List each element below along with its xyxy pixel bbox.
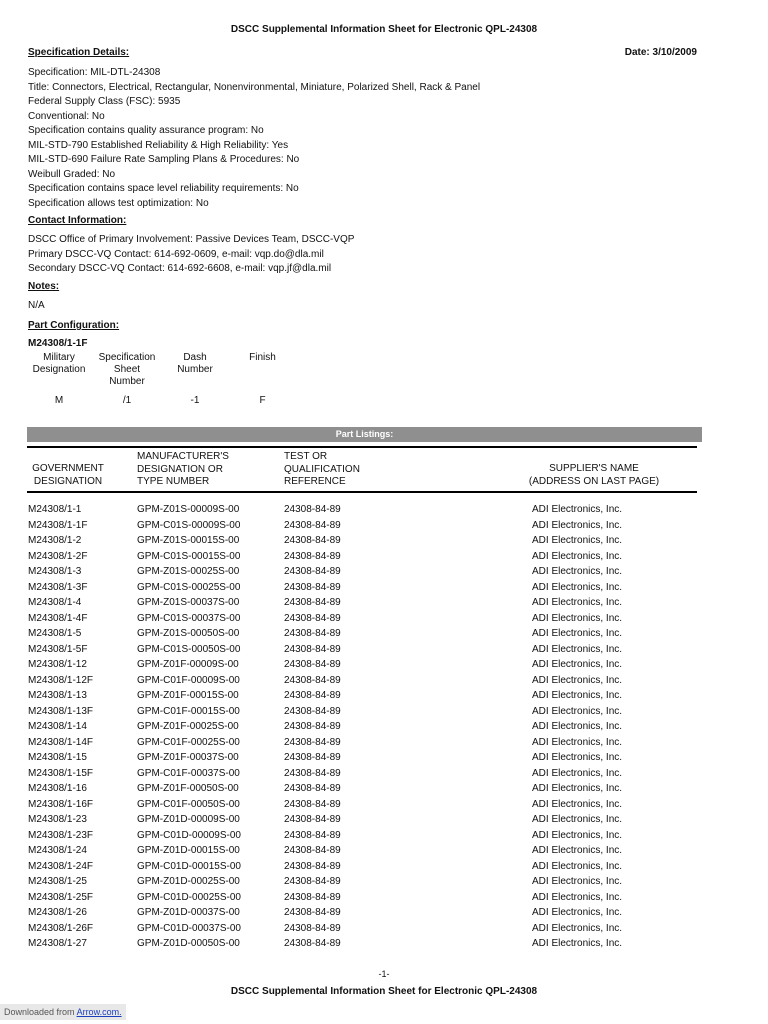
config-label-dash: Dash Number [177,352,213,375]
table-row [0,876,768,892]
document-date: Date: 3/10/2009 [624,47,697,58]
test-reference-cell: 24308-84-89 [284,535,341,546]
gov-designation-cell: M24308/1-5F [28,643,88,655]
table-row [0,613,768,629]
supplier-name-cell: ADI Electronics, Inc. [532,581,623,593]
mfr-designation-cell: GPM-Z01F-00050S-00 [137,783,239,794]
mfr-designation-cell: GPM-Z01D-00025S-00 [137,876,240,887]
gov-designation-cell: M24308/1-16F [28,798,94,810]
table-row [0,520,768,536]
notes-text: N/A [28,300,45,311]
table-row [0,582,768,598]
mfr-designation-cell: GPM-Z01S-00009S-00 [137,504,240,515]
mfr-designation-cell: GPM-C01D-00025S-00 [137,891,241,903]
contact-info-line: Primary DSCC-VQ Contact: 614-692-0609, e-mail: vqp.do@dla.mil [28,248,324,260]
mfr-designation-cell: GPM-C01F-00015S-00 [137,705,240,717]
gov-designation-cell: M24308/1-27 [28,938,87,949]
header-test-reference: TEST OR QUALIFICATION REFERENCE [284,451,360,487]
gov-designation-cell: M24308/1-25 [28,876,87,887]
supplier-name-cell: ADI Electronics, Inc. [532,659,623,670]
table-row [0,783,768,799]
spec-detail-line: Specification contains space level reliability requirements: No [28,183,299,194]
arrow-link[interactable]: Arrow.com. [76,1007,122,1017]
table-row [0,892,768,908]
gov-designation-cell: M24308/1-1F [28,519,88,531]
mfr-designation-cell: GPM-Z01S-00037S-00 [137,597,240,608]
test-reference-cell: 24308-84-89 [284,860,341,872]
gov-designation-cell: M24308/1-15 [28,752,87,763]
gov-designation-cell: M24308/1-14F [28,736,94,748]
table-row [0,535,768,551]
footer-title: DSCC Supplemental Information Sheet for Electronic QPL-24308 [230,986,538,997]
table-header-rule [27,491,697,493]
supplier-name-cell: ADI Electronics, Inc. [532,845,623,856]
gov-designation-cell: M24308/1-2F [28,550,88,562]
supplier-name-cell: ADI Electronics, Inc. [532,767,623,779]
test-reference-cell: 24308-84-89 [284,550,341,562]
mfr-designation-cell: GPM-C01F-00025S-00 [137,736,240,748]
test-reference-cell: 24308-84-89 [284,783,341,794]
table-row [0,768,768,784]
table-row [0,706,768,722]
contact-info-heading: Contact Information: [28,215,127,226]
spec-detail-line: Weibull Graded: No [28,168,116,180]
gov-designation-cell: M24308/1-2 [28,535,82,546]
gov-designation-cell: M24308/1-4 [28,597,82,608]
header-government-designation: GOVERNMENT DESIGNATION [32,463,104,487]
table-row [0,938,768,954]
supplier-name-cell: ADI Electronics, Inc. [532,876,623,887]
gov-designation-cell: M24308/1-24 [28,845,87,856]
supplier-name-cell: ADI Electronics, Inc. [532,922,623,934]
mfr-designation-cell: GPM-Z01D-00050S-00 [137,938,240,949]
table-top-rule [27,446,697,448]
spec-detail-line: MIL-STD-790 Established Reliability & High Reliability: Yes [28,139,289,151]
config-label-finish: Finish [249,352,276,363]
config-part-number: M24308/1-1F [28,338,88,349]
gov-designation-cell: M24308/1-13F [28,705,94,717]
supplier-name-cell: ADI Electronics, Inc. [532,721,623,732]
spec-detail-line: Specification contains quality assurance program: No [28,125,264,136]
supplier-name-cell: ADI Electronics, Inc. [532,783,623,794]
table-row [0,721,768,737]
mfr-designation-cell: GPM-C01D-00009S-00 [137,829,241,841]
mfr-designation-cell: GPM-C01S-00009S-00 [137,519,241,531]
supplier-name-cell: ADI Electronics, Inc. [532,628,623,639]
test-reference-cell: 24308-84-89 [284,752,341,763]
gov-designation-cell: M24308/1-3F [28,581,88,593]
part-listings-bar: Part Listings: [27,427,702,442]
supplier-name-cell: ADI Electronics, Inc. [532,938,623,949]
test-reference-cell: 24308-84-89 [284,876,341,887]
mfr-designation-cell: GPM-Z01D-00015S-00 [137,845,240,856]
table-row [0,752,768,768]
mfr-designation-cell: GPM-C01F-00037S-00 [137,767,240,779]
test-reference-cell: 24308-84-89 [284,643,341,655]
test-reference-cell: 24308-84-89 [284,845,341,856]
supplier-name-cell: ADI Electronics, Inc. [532,705,623,717]
table-row [0,799,768,815]
gov-designation-cell: M24308/1-23 [28,814,87,825]
contact-info-line: DSCC Office of Primary Involvement: Passive Devices Team, DSCC-VQP [28,234,355,245]
test-reference-cell: 24308-84-89 [284,597,341,608]
table-row [0,737,768,753]
document-title: DSCC Supplemental Information Sheet for Electronic QPL-24308 [230,24,538,35]
supplier-name-cell: ADI Electronics, Inc. [532,798,623,810]
test-reference-cell: 24308-84-89 [284,829,341,841]
supplier-name-cell: ADI Electronics, Inc. [532,891,623,903]
mfr-designation-cell: GPM-C01D-00015S-00 [137,860,241,872]
spec-details-heading: Specification Details: [28,47,130,58]
gov-designation-cell: M24308/1-23F [28,829,94,841]
table-row [0,861,768,877]
mfr-designation-cell: GPM-Z01F-00037S-00 [137,752,239,763]
table-row [0,690,768,706]
config-label-spec-sheet: Specification Sheet Number [98,352,156,387]
supplier-name-cell: ADI Electronics, Inc. [532,814,623,825]
test-reference-cell: 24308-84-89 [284,907,341,918]
notes-heading: Notes: [28,281,60,292]
spec-detail-line: Title: Connectors, Electrical, Rectangular, Nonenvironmental, Miniature, Polarized Shell, Rack & Panel [28,81,481,93]
supplier-name-cell: ADI Electronics, Inc. [532,860,623,872]
supplier-name-cell: ADI Electronics, Inc. [532,829,623,841]
config-value-military: M [54,395,64,406]
gov-designation-cell: M24308/1-12 [28,659,87,670]
mfr-designation-cell: GPM-C01F-00009S-00 [137,674,240,686]
supplier-name-cell: ADI Electronics, Inc. [532,907,623,918]
table-row [0,597,768,613]
table-row [0,504,768,520]
test-reference-cell: 24308-84-89 [284,519,341,531]
gov-designation-cell: M24308/1-26 [28,907,87,918]
gov-designation-cell: M24308/1-3 [28,566,82,577]
download-credit [0,1004,126,1020]
mfr-designation-cell: GPM-C01F-00050S-00 [137,798,240,810]
supplier-name-cell: ADI Electronics, Inc. [532,690,623,701]
table-row [0,814,768,830]
mfr-designation-cell: GPM-Z01S-00015S-00 [137,535,240,546]
mfr-designation-cell: GPM-C01S-00025S-00 [137,581,241,593]
gov-designation-cell: M24308/1-25F [28,891,94,903]
test-reference-cell: 24308-84-89 [284,814,341,825]
supplier-name-cell: ADI Electronics, Inc. [532,504,623,515]
test-reference-cell: 24308-84-89 [284,798,341,810]
test-reference-cell: 24308-84-89 [284,674,341,686]
mfr-designation-cell: GPM-Z01D-00009S-00 [137,814,240,825]
gov-designation-cell: M24308/1-26F [28,922,94,934]
page-number: -1- [378,969,390,979]
mfr-designation-cell: GPM-Z01S-00050S-00 [137,628,240,639]
gov-designation-cell: M24308/1-16 [28,783,87,794]
supplier-name-cell: ADI Electronics, Inc. [532,736,623,748]
spec-detail-line: Conventional: No [28,110,105,122]
config-value-dash: -1 [190,395,200,406]
table-row [0,907,768,923]
test-reference-cell: 24308-84-89 [284,628,341,639]
mfr-designation-cell: GPM-Z01S-00025S-00 [137,566,240,577]
test-reference-cell: 24308-84-89 [284,938,341,949]
gov-designation-cell: M24308/1-14 [28,721,87,732]
table-row [0,551,768,567]
gov-designation-cell: M24308/1-4F [28,612,88,624]
mfr-designation-cell: GPM-Z01F-00015S-00 [137,690,239,701]
header-manufacturer-designation: MANUFACTURER'S DESIGNATION OR TYPE NUMBER [137,451,229,487]
mfr-designation-cell: GPM-C01S-00015S-00 [137,550,241,562]
mfr-designation-cell: GPM-Z01D-00037S-00 [137,907,240,918]
gov-designation-cell: M24308/1-24F [28,860,94,872]
gov-designation-cell: M24308/1-13 [28,690,87,701]
table-row [0,675,768,691]
header-supplier-name: SUPPLIER'S NAME (ADDRESS ON LAST PAGE) [528,463,660,487]
table-row [0,566,768,582]
gov-designation-cell: M24308/1-12F [28,674,94,686]
mfr-designation-cell: GPM-C01D-00037S-00 [137,922,241,934]
table-row [0,923,768,939]
supplier-name-cell: ADI Electronics, Inc. [532,597,623,608]
gov-designation-cell: M24308/1-5 [28,628,82,639]
config-value-spec-sheet: /1 [122,395,132,406]
mfr-designation-cell: GPM-Z01F-00025S-00 [137,721,239,732]
test-reference-cell: 24308-84-89 [284,922,341,934]
mfr-designation-cell: GPM-C01S-00050S-00 [137,643,241,655]
contact-info-line: Secondary DSCC-VQ Contact: 614-692-6608, e-mail: vqp.jf@dla.mil [28,263,332,274]
supplier-name-cell: ADI Electronics, Inc. [532,535,623,546]
test-reference-cell: 24308-84-89 [284,612,341,624]
supplier-name-cell: ADI Electronics, Inc. [532,643,623,655]
table-row [0,644,768,660]
config-label-military: Military Designation [32,352,86,375]
table-row [0,830,768,846]
table-row [0,845,768,861]
spec-detail-line: MIL-STD-690 Failure Rate Sampling Plans & Procedures: No [28,154,300,165]
test-reference-cell: 24308-84-89 [284,504,341,515]
gov-designation-cell: M24308/1-15F [28,767,94,779]
test-reference-cell: 24308-84-89 [284,705,341,717]
spec-detail-line: Specification allows test optimization: No [28,197,209,209]
supplier-name-cell: ADI Electronics, Inc. [532,550,623,562]
test-reference-cell: 24308-84-89 [284,736,341,748]
mfr-designation-cell: GPM-Z01F-00009S-00 [137,659,239,670]
test-reference-cell: 24308-84-89 [284,767,341,779]
table-row [0,659,768,675]
mfr-designation-cell: GPM-C01S-00037S-00 [137,612,241,624]
download-credit-text: Downloaded from [4,1007,75,1017]
spec-detail-line: Specification: MIL-DTL-24308 [28,67,161,78]
table-row [0,628,768,644]
gov-designation-cell: M24308/1-1 [28,504,82,515]
test-reference-cell: 24308-84-89 [284,659,341,670]
supplier-name-cell: ADI Electronics, Inc. [532,612,623,624]
part-config-heading: Part Configuration: [28,320,120,331]
supplier-name-cell: ADI Electronics, Inc. [532,566,623,577]
test-reference-cell: 24308-84-89 [284,581,341,593]
test-reference-cell: 24308-84-89 [284,891,341,903]
supplier-name-cell: ADI Electronics, Inc. [532,674,623,686]
config-value-finish: F [259,395,266,406]
supplier-name-cell: ADI Electronics, Inc. [532,752,623,763]
test-reference-cell: 24308-84-89 [284,721,341,732]
supplier-name-cell: ADI Electronics, Inc. [532,519,623,531]
test-reference-cell: 24308-84-89 [284,690,341,701]
spec-detail-line: Federal Supply Class (FSC): 5935 [28,96,181,107]
test-reference-cell: 24308-84-89 [284,566,341,577]
